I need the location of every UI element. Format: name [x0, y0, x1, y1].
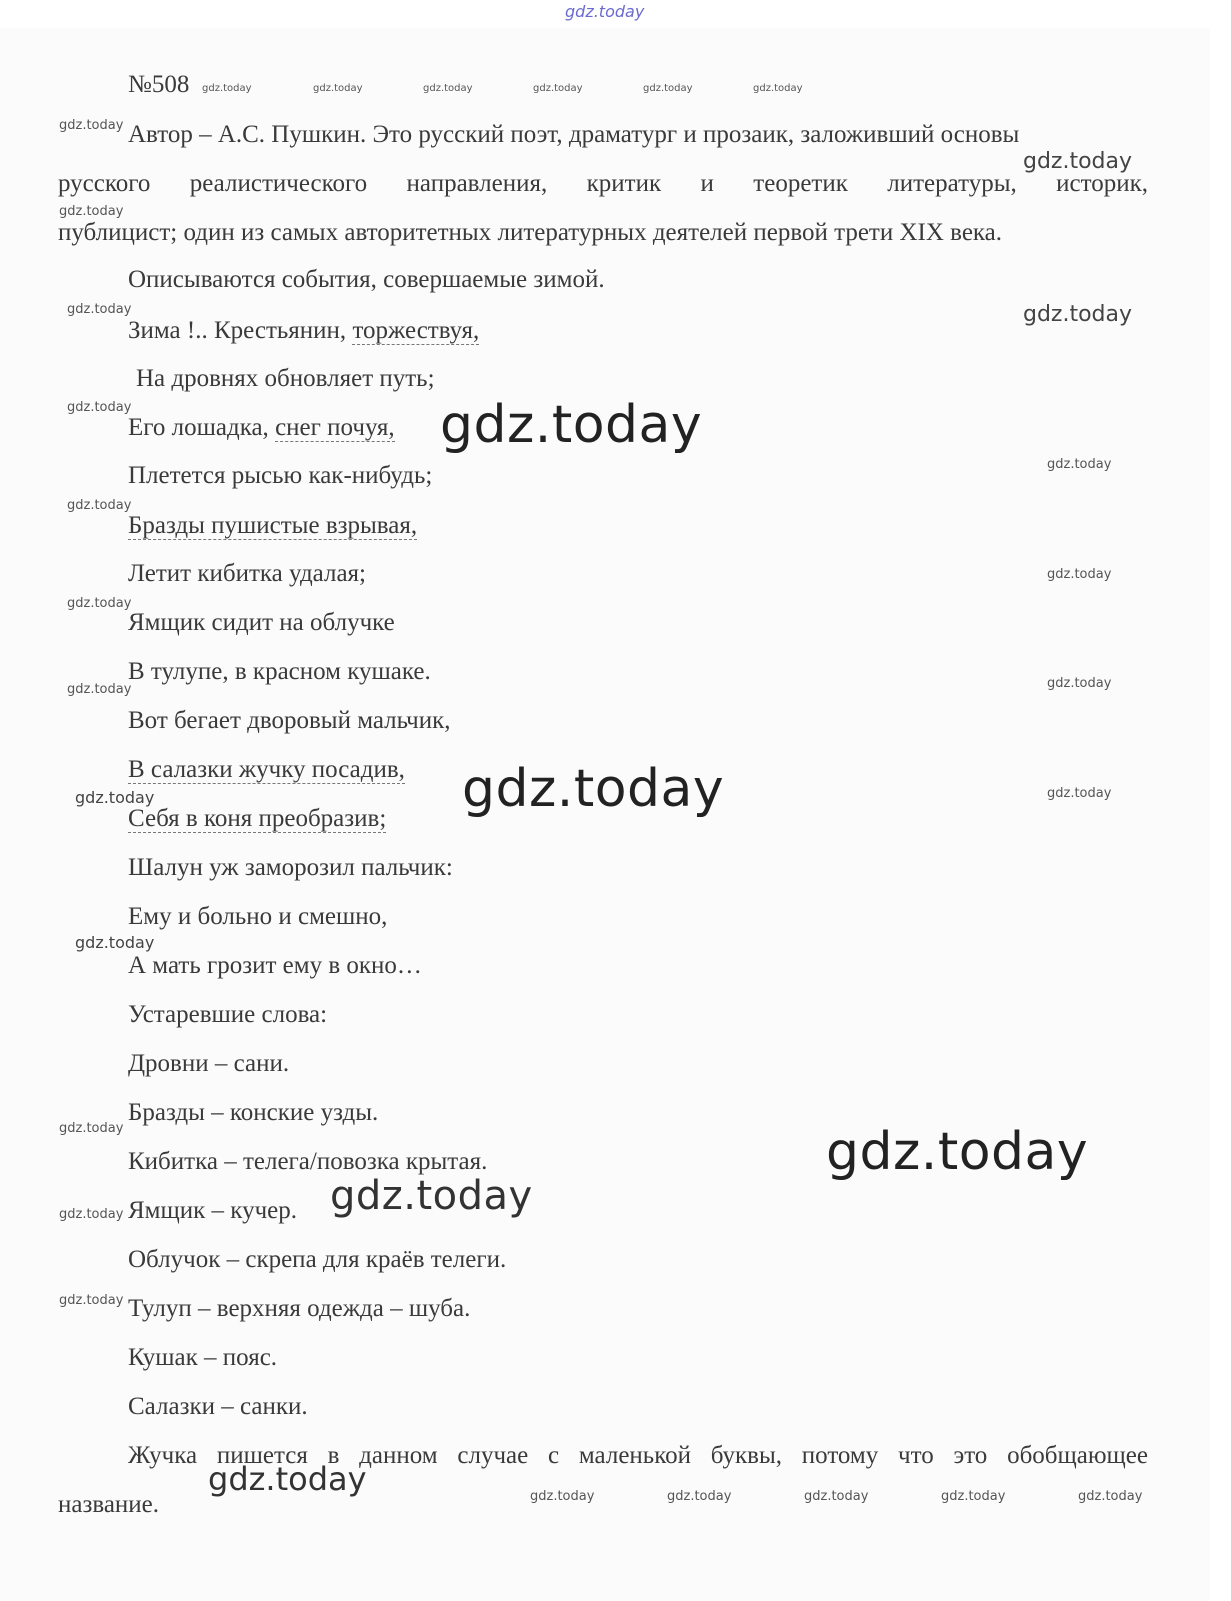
glossary-item: Дровни – сани. [128, 1050, 290, 1077]
poem-line-4: Плетется рысью как-нибудь; [128, 462, 433, 489]
glossary-item: Кибитка – телега/повозка крытая. [128, 1148, 488, 1175]
watermark: gdz.today [59, 1121, 124, 1136]
glossary-item: Бразды – конские узды. [128, 1099, 379, 1126]
site-header-logo[interactable]: gdz.today [565, 2, 645, 21]
author-line-2: русского реалистического направления, критик и теоретик литературы, историк, [58, 170, 1148, 197]
watermark: gdz.today [533, 83, 583, 94]
watermark: gdz.today [1047, 567, 1112, 582]
watermark: gdz.today [67, 682, 132, 697]
glossary-item: Кушак – пояс. [128, 1344, 278, 1371]
poem-line-7: Ямщик сидит на облучке [128, 609, 395, 636]
watermark: gdz.today [67, 498, 132, 513]
watermark: gdz.today [1078, 1489, 1143, 1504]
watermark: gdz.today [530, 1489, 595, 1504]
poem-line-3: Его лошадка, снег почуя, [128, 414, 395, 441]
watermark: gdz.today [75, 788, 155, 807]
task-number: №508 [128, 71, 190, 98]
watermark: gdz.today [440, 395, 703, 455]
conclusion-line-2: название. [58, 1491, 160, 1518]
watermark: gdz.today [1047, 676, 1112, 691]
watermark: gdz.today [208, 1460, 367, 1498]
watermark: gdz.today [59, 204, 124, 219]
conclusion-line-1: Жучка пишется в данном случае с маленькой буквы, потому что это обобщающее [128, 1442, 1148, 1469]
watermark: gdz.today [67, 400, 132, 415]
poem-line-1: Зима !.. Крестьянин, торжествуя, [128, 317, 480, 344]
watermark: gdz.today [59, 1293, 124, 1308]
watermark: gdz.today [1047, 457, 1112, 472]
watermark: gdz.today [753, 83, 803, 94]
watermark: gdz.today [59, 118, 124, 133]
watermark: gdz.today [667, 1489, 732, 1504]
author-line-1: Автор – А.С. Пушкин. Это русский поэт, драматург и прозаик, заложивший основы [128, 121, 1020, 148]
intro-text: Описываются события, совершаемые зимой. [128, 266, 605, 293]
watermark: gdz.today [941, 1489, 1006, 1504]
poem-line-12: Шалун уж заморозил пальчик: [128, 854, 453, 881]
glossary-title: Устаревшие слова: [128, 1001, 328, 1028]
watermark: gdz.today [67, 596, 132, 611]
poem-line-9: Вот бегает дворовый мальчик, [128, 707, 451, 734]
poem-line-6: Летит кибитка удалая; [128, 560, 367, 587]
author-line-3: публицист; один из самых авторитетных литературных деятелей первой трети XIX века. [58, 219, 1003, 246]
glossary-item: Ямщик – кучер. [128, 1197, 297, 1224]
poem-line-14: А мать грозит ему в окно… [128, 952, 422, 979]
watermark: gdz.today [313, 83, 363, 94]
glossary-item: Салазки – санки. [128, 1393, 308, 1420]
glossary-item: Тулуп – верхняя одежда – шуба. [128, 1295, 471, 1322]
poem-line-10: В салазки жучку посадив, [128, 756, 405, 783]
poem-line-8: В тулупе, в красном кушаке. [128, 658, 431, 685]
watermark: gdz.today [202, 83, 252, 94]
watermark: gdz.today [462, 759, 725, 819]
watermark: gdz.today [1023, 302, 1133, 327]
glossary-item: Облучок – скрепа для краёв телеги. [128, 1246, 507, 1273]
watermark: gdz.today [1023, 149, 1133, 174]
poem-line-2: На дровнях обновляет путь; [136, 365, 435, 392]
watermark: gdz.today [643, 83, 693, 94]
watermark: gdz.today [1047, 786, 1112, 801]
watermark: gdz.today [330, 1173, 533, 1219]
poem-line-11: Себя в коня преобразив; [128, 805, 387, 832]
watermark: gdz.today [75, 933, 155, 952]
watermark: gdz.today [804, 1489, 869, 1504]
poem-line-5: Бразды пушистые взрывая, [128, 512, 418, 539]
watermark: gdz.today [67, 302, 132, 317]
watermark: gdz.today [59, 1207, 124, 1222]
watermark: gdz.today [423, 83, 473, 94]
poem-line-13: Ему и больно и смешно, [128, 903, 388, 930]
watermark: gdz.today [826, 1122, 1089, 1182]
